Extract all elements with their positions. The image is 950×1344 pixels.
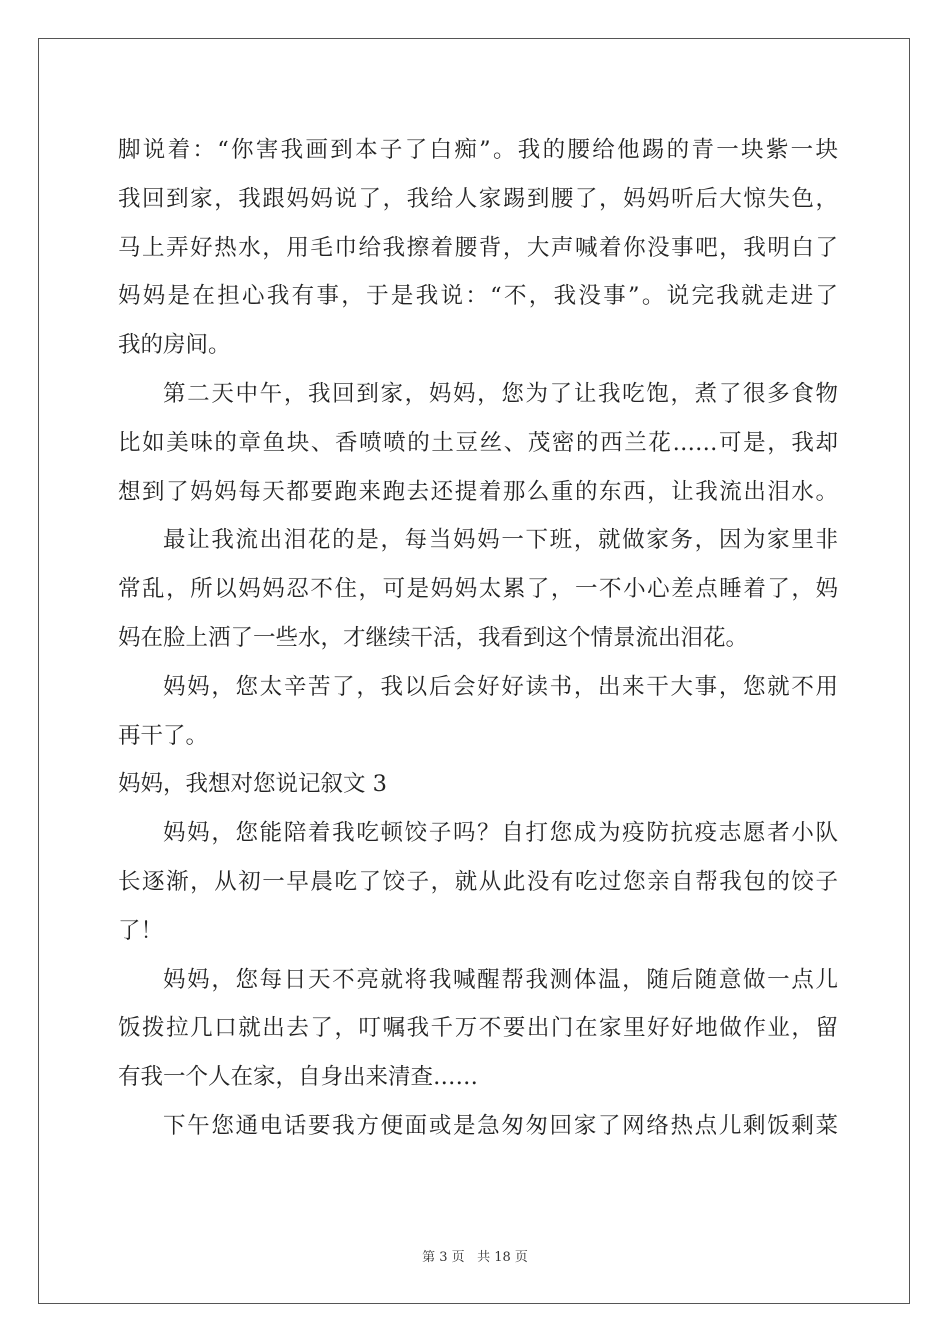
text-line: 了！ [118,917,164,944]
text-line: 我回到家，我跟妈妈说了，我给人家踢到腰了，妈妈听后大惊失色， [118,185,838,212]
paragraph-first-line: 下午您通电话要我方便面或是急匆匆回家了网络热点儿剩饭剩菜 [163,1112,838,1139]
document-body [118,126,838,1151]
text-line: 再干了。 [118,722,209,749]
paragraph-first-line: 第二天中午，我回到家，妈妈，您为了让我吃饱，煮了很多食物 [163,380,838,407]
page-number: 第 3 页 [422,1250,465,1265]
section-heading: 妈妈，我想对您说记叙文 3 [118,771,387,798]
text-line: 妈妈是在担心我有事，于是我说：“不，我没事”。说完我就走进了 [118,283,838,310]
text-line: 我的房间。 [118,332,231,359]
text-line: 有我一个人在家，自身出来清查…… [118,1064,479,1091]
page-footer [0,1246,950,1265]
paragraph-first-line: 妈妈，您能陪着我吃顿饺子吗？自打您成为疫防抗疫志愿者小队 [163,820,838,847]
text-line: 饭拨拉几口就出去了，叮嘱我千万不要出门在家里好好地做作业，留 [118,1015,838,1042]
text-line: 长逐渐，从初一早晨吃了饺子，就从此没有吃过您亲自帮我包的饺子 [118,868,838,895]
text-line: 马上弄好热水，用毛巾给我擦着腰背，大声喊着你没事吧，我明白了 [118,234,838,261]
paragraph-first-line: 妈妈，您太辛苦了，我以后会好好读书，出来干大事，您就不用 [163,673,838,700]
page-total: 共 18 页 [477,1250,528,1265]
text-line: 比如美味的章鱼块、香喷喷的土豆丝、茂密的西兰花……可是，我却 [118,429,838,456]
text-line: 妈在脸上洒了一些水，才继续干活，我看到这个情景流出泪花。 [118,624,749,651]
text-line: 脚说着：“你害我画到本子了白痴”。我的腰给他踢的青一块紫一块 [118,137,838,163]
paragraph-first-line: 最让我流出泪花的是，每当妈妈一下班，就做家务，因为家里非 [163,527,838,554]
paragraph-first-line: 妈妈，您每日天不亮就将我喊醒帮我测体温，随后随意做一点儿 [163,966,838,993]
text-line: 常乱，所以妈妈忍不住，可是妈妈太累了，一不小心差点睡着了，妈 [118,576,838,603]
text-line: 想到了妈妈每天都要跑来跑去还提着那么重的东西，让我流出泪水。 [118,478,838,505]
